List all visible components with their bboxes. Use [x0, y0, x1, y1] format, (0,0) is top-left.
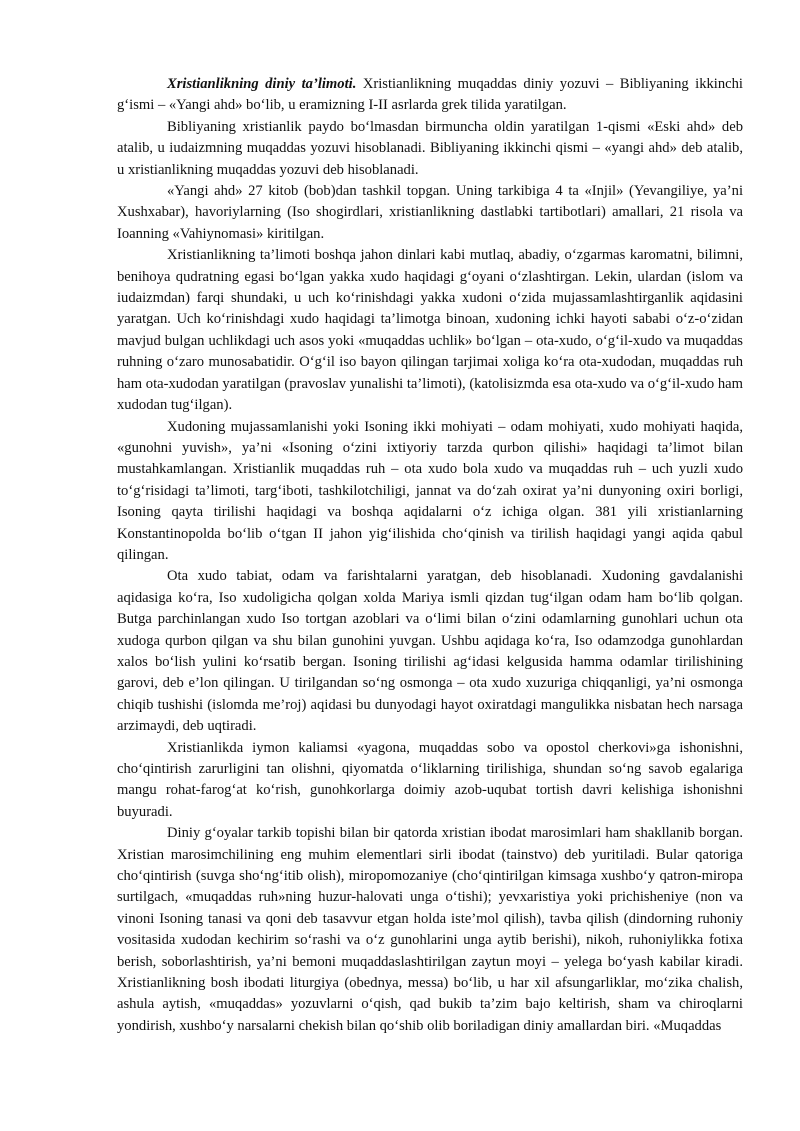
paragraph-2: Bibliyaning xristianlik paydo bo‘lmasdan birmuncha oldin yaratilgan 1-qismi «Eski ahd» deb atalib, u iudaizmning muqaddas yozuvi hisoblanadi. Bibliyaning ikkinchi qismi – «yangi ahd» deb atalib, u xristianlikning muqaddas yozuvi deb hisoblanadi. [117, 118, 743, 178]
document-page [117, 74, 743, 1037]
paragraph-7: Xristianlikda iymon kaliamsi «yagona, muqaddas sobo va opostol cherkovi»ga ishonishni, cho‘qintirish zarurligini tan olishni, qiyomatda o‘liklarning tirilishiga, shundan so‘ng savob egalariga mangu rohat-farog‘at ko‘rish, gunohkorlarga doimiy azob-uqubat tortish davri kelishiga ishonishni buyuradi. [117, 739, 743, 820]
paragraph-4: Xristianlikning ta’limoti boshqa jahon dinlari kabi mutlaq, abadiy, o‘zgarmas karomatni, bilimni, benihoya qudratning egasi bo‘lgan yakka xudo haqidagi g‘oyani o‘zlashtirgan. Lekin, ulardan (islom va iudaizmdan) farqi shundaki, u uch ko‘rinishdagi yakka xudoni o‘zida mujassamlashtirganlik aqidasini yaratgan. Uch ko‘rinishdagi xudo haqidagi ta’limotga binoan, xudoning ichki hayoti sababi o‘z-o‘zidan mavjud bulgan uchlikdagi uch asos yoki «muqaddas uchlik» bo‘lgan – ota-xudo, o‘g‘il-xudo va muqaddas ruhning o‘zaro munosabatidir. O‘g‘il iso bayon qilingan tarjimai xoliga ko‘ra ota-xudodan, muqaddas ruh ham ota-xudodan yaratilgan (pravoslav yunalishi ta’limoti), (katolisizmda esa ota-xudo va o‘g‘il-xudo ham xudodan tug‘ilgan). [117, 247, 743, 414]
paragraph-5: Xudoning mujassamlanishi yoki Isoning ikki mohiyati – odam mohiyati, xudo mohiyati haqida, «gunohni yuvish», ya’ni «Isoning o‘zini ixtiyoriy tarzda qurbon qilishi» haqidagi ta’limot bilan mustahkamlangan. Xristianlik muqaddas ruh – ota xudo bola xudo va muqaddas ruh – uch yuzli xudo to‘g‘risidagi ta’limoti, targ‘iboti, tashkilotchiligi, jannat va do‘zah oxirat ya’ni dunyoning oxiri borligi, Isoning qayta tirilishi haqidagi va boshqa aqidalarni o‘z ichiga olgan. 381 yili xristianlarning Konstantinopolda bo‘lib o‘tgan II jahon yig‘ilishida cho‘qinish va tirilish haqidagi yangi aqida qabul qilingan. [117, 418, 743, 563]
paragraph-1-text: Xristianlikning muqaddas diniy yozuvi – Bibliyaning ikkinchi g‘ismi – «Yangi ahd» bo‘lib, u eramizning I-II asrlarda grek tilida yaratilgan. [117, 76, 743, 114]
paragraph-8: Diniy g‘oyalar tarkib topishi bilan bir qatorda xristian ibodat marosimlari ham shakllanib borgan. Xristian marosimchilining eng muhim elementlari sirli ibodat (tainstvo) deb yuritiladi. Bular qatoriga cho‘qintirish (suvga sho‘ng‘itib olish), miropomozaniye (cho‘qintirilgan kimsaga xushbo‘y qatron-miropa surtilgach, «muqaddas ruh»ning huzur-halovati unga o‘tishi); yevxaristiya yoki prichisheniye (non va vinoni Isoning tanasi va qoni deb tasavvur etgan holda iste’mol qilish), tavba qilish (dindorning ruhoniy vositasida xudodan kechirim so‘rashi va o‘z gunohlarini unga aytib berishi), nikoh, ruhoniylikka fotixa berish, soborlashtirish, ya’ni bemoni muqaddaslashtirilgan zaytun moyi – yelega bo‘yash kabilar kiradi. Xristianlikning bosh ibodati liturgiya (obednya, messa) bo‘lib, u har xil afsungarliklar, mo‘zika chalish, ashula aytish, «muqaddas» yozuvlarni o‘qish, qad bukib ta’zim bajo keltirish, sham va chiroqlarni yondirish, xushbo‘y narsalarni chekish bilan qo‘shib olib boriladigan diniy amallardan biri. «Muqaddas [117, 825, 743, 1034]
paragraph-1 [117, 74, 743, 117]
paragraph-6: Ota xudo tabiat, odam va farishtalarni yaratgan, deb hisoblanadi. Xudoning gavdalanishi aqidasiga ko‘ra, Iso xudoligicha qolgan xolda Mariya ismli qizdan tug‘ilgan odam ham bo‘lib qolgan. Butga parchinlangan xudo Iso tortgan azoblari va o‘limi bilan o‘zini odamlarning gunohlari uchun ota xudoga qurbon qilgan va shu bilan gunohini yuvgan. Ushbu aqidaga ko‘ra, Iso odamzodga gunohlardan xalos bo‘lish yulini ko‘rsatib bergan. Isoning tirilishi ag‘idasi kelgusida hamma odamlar tirilishining garovi, deb e’lon qilingan. U tirilgandan so‘ng osmonga – ota xudo xuzuriga chiqqanligi, ya’ni osmonga chiqib tushishi (islomda me’roj) aqidasi bu dunyodagi hayot oxiratdagi mangulikka nisbatan hech narsaga arzimaydi, deb uqtiradi. [117, 568, 743, 735]
section-heading: Xristianlikning diniy ta’limoti. [167, 76, 357, 92]
paragraph-3: «Yangi ahd» 27 kitob (bob)dan tashkil topgan. Uning tarkibiga 4 ta «Injil» (Yevangiliye, ya’ni Xushxabar), havoriylarning (Iso shogirdlari, xristianlikning dastlabki tartibotlari) amallari, 21 risola va Ioanning «Vahiynomasi» kiritilgan. [117, 183, 743, 242]
